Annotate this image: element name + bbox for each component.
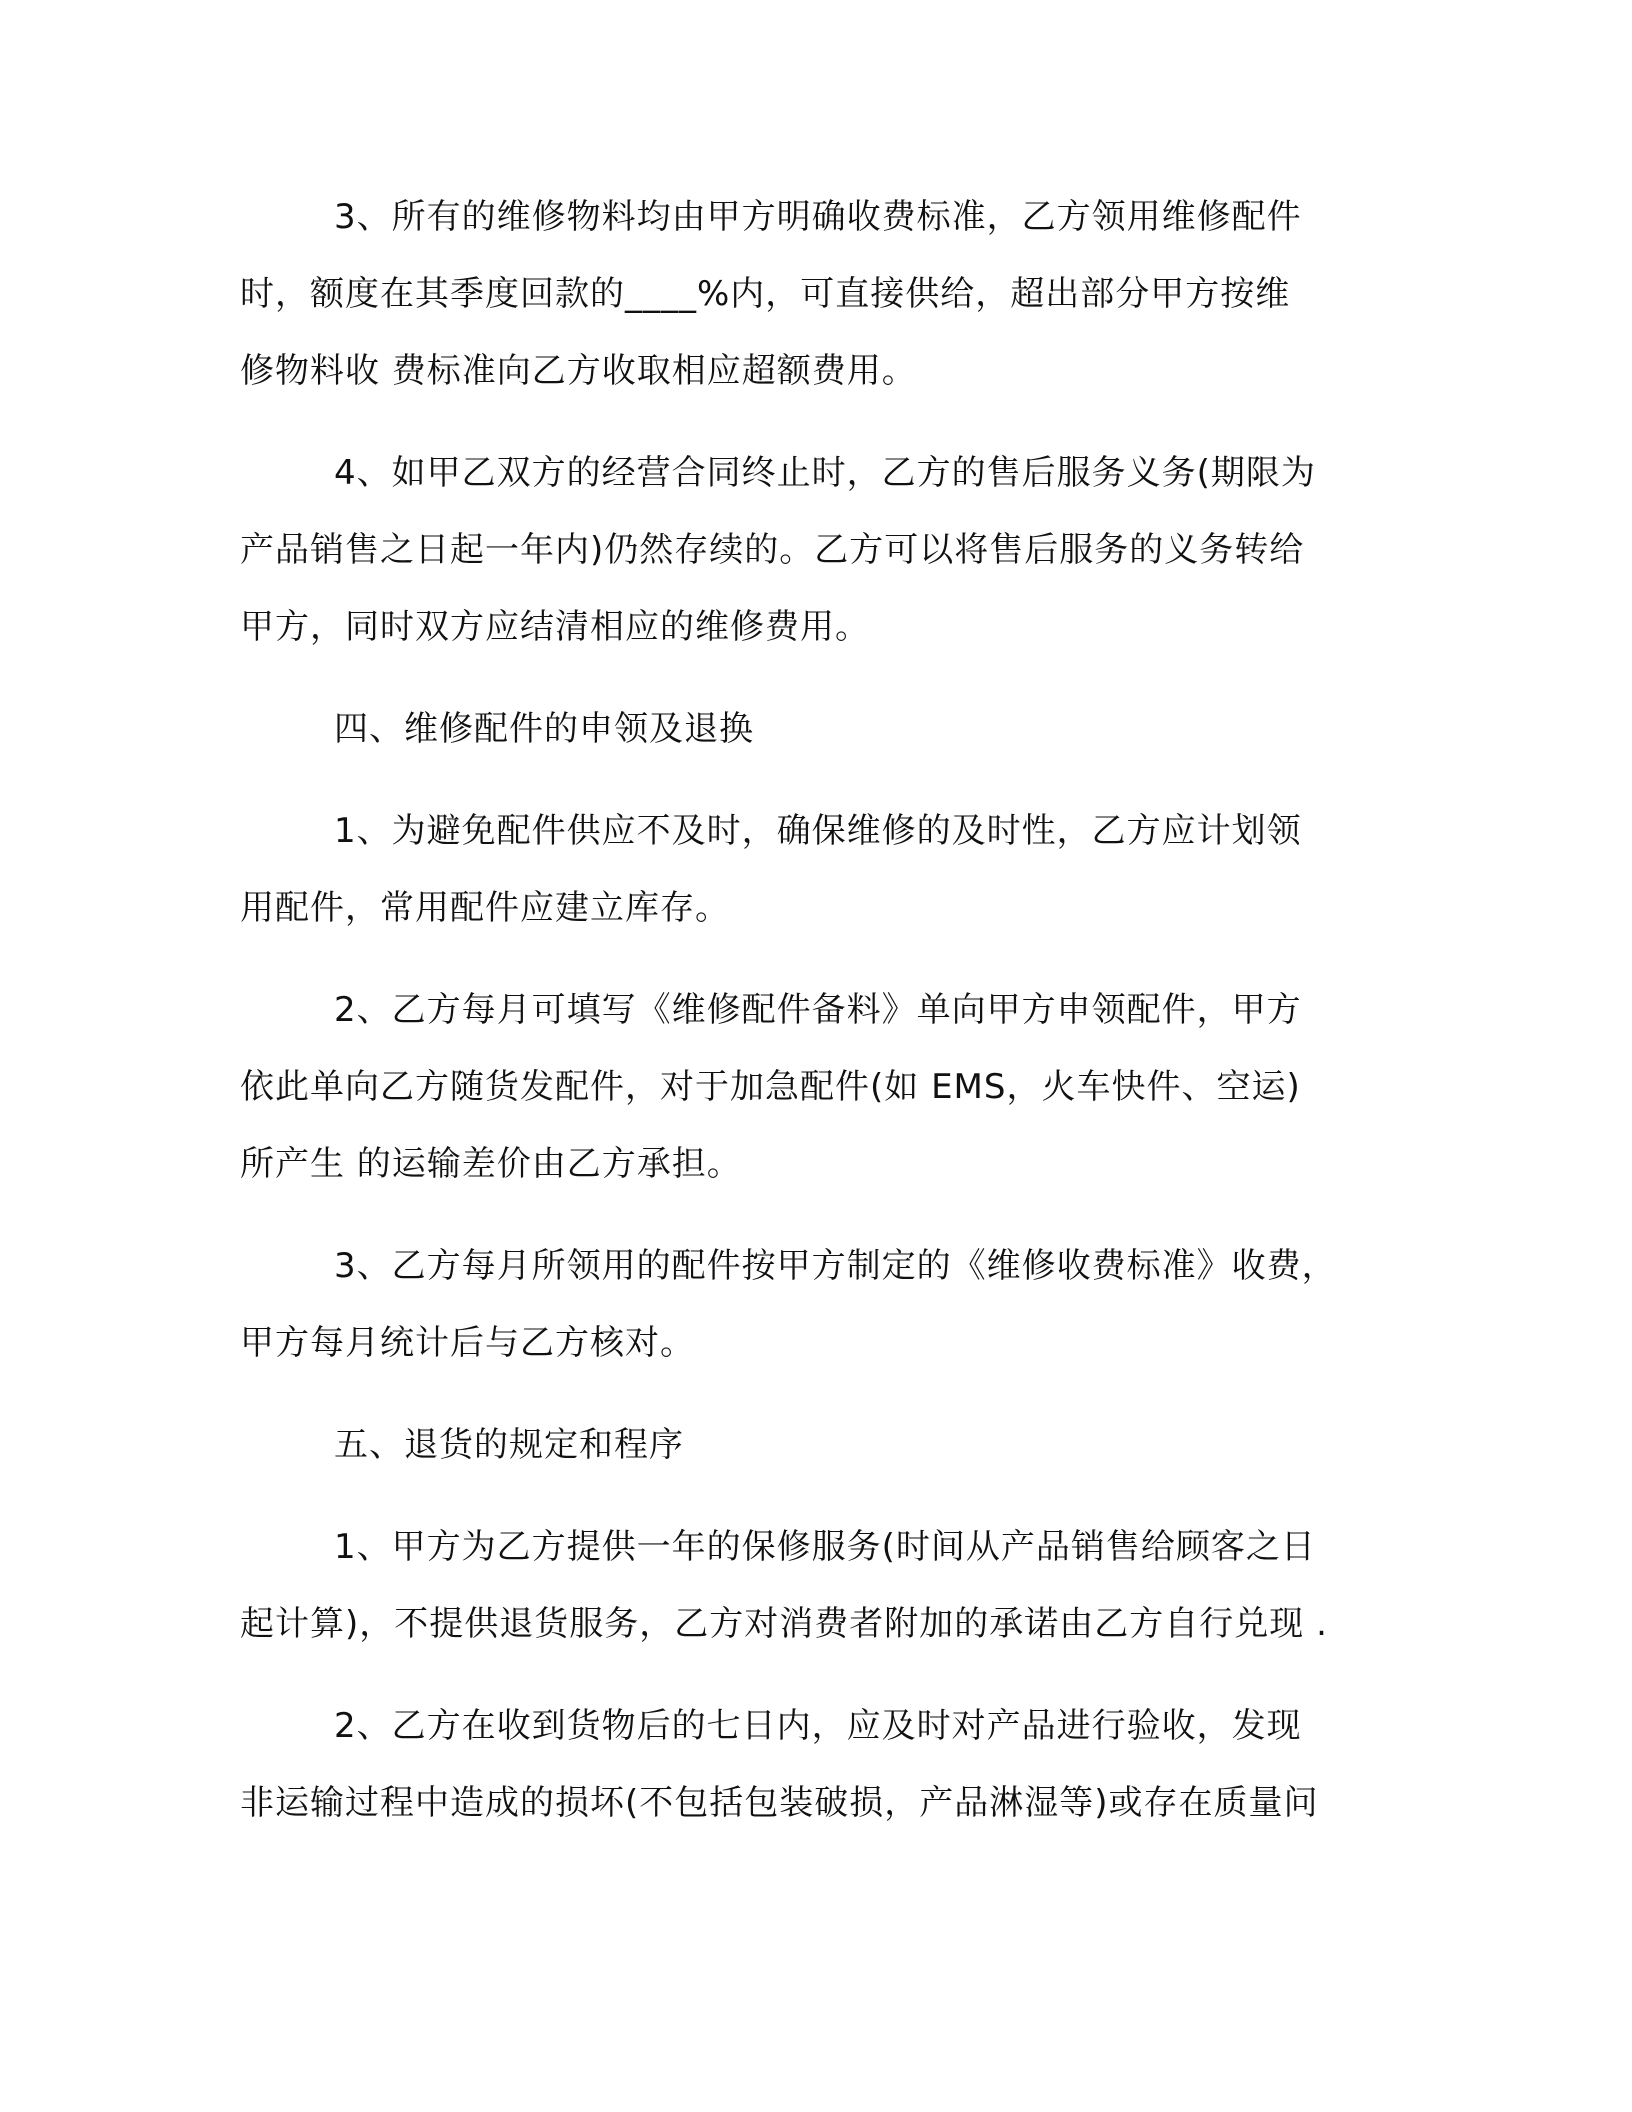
section4-item-2-line-1: 2、乙方每月可填写《维修配件备料》单向甲方申领配件，甲方 bbox=[334, 990, 1302, 1030]
paragraph-3-line-1: 3、所有的维修物料均由甲方明确收费标准，乙方领用维修配件 bbox=[334, 197, 1302, 237]
section5-item-1-line-1: 1、甲方为乙方提供一年的保修服务(时间从产品销售给顾客之日 bbox=[334, 1527, 1316, 1567]
section5-item-2-line-1: 2、乙方在收到货物后的七日内，应及时对产品进行验收，发现 bbox=[334, 1706, 1302, 1746]
paragraph-4-line-1: 4、如甲乙双方的经营合同终止时，乙方的售后服务义务(期限为 bbox=[334, 453, 1316, 493]
section4-item-1-line-2: 用配件，常用配件应建立库存。 bbox=[240, 888, 730, 928]
section-heading-4: 四、维修配件的申领及退换 bbox=[334, 709, 754, 749]
paragraph-3-line-3: 修物料收 费标准向乙方收取相应超额费用。 bbox=[240, 351, 917, 391]
paragraph-4-line-3: 甲方，同时双方应结清相应的维修费用。 bbox=[240, 607, 870, 647]
paragraph-3-line-2: 时，额度在其季度回款的____%内，可直接供给，超出部分甲方按维 bbox=[240, 274, 1291, 314]
section4-item-2-line-2: 依此单向乙方随货发配件，对于加急配件(如 EMS，火车快件、空运) bbox=[240, 1067, 1301, 1107]
section-heading-5: 五、退货的规定和程序 bbox=[334, 1425, 684, 1465]
paragraph-4-line-2: 产品销售之日起一年内)仍然存续的。乙方可以将售后服务的义务转给 bbox=[240, 530, 1305, 570]
section4-item-2-line-3: 所产生 的运输差价由乙方承担。 bbox=[240, 1144, 742, 1184]
section5-item-1-line-2: 起计算)，不提供退货服务，乙方对消费者附加的承诺由乙方自行兑现 . bbox=[240, 1604, 1328, 1644]
section4-item-3-line-2: 甲方每月统计后与乙方核对。 bbox=[240, 1323, 695, 1363]
section4-item-1-line-1: 1、为避免配件供应不及时，确保维修的及时性，乙方应计划领 bbox=[334, 811, 1302, 851]
section5-item-2-line-2: 非运输过程中造成的损坏(不包括包装破损，产品淋湿等)或存在质量问 bbox=[240, 1783, 1319, 1823]
section4-item-3-line-1: 3、乙方每月所领用的配件按甲方制定的《维修收费标准》收费， bbox=[334, 1246, 1337, 1286]
